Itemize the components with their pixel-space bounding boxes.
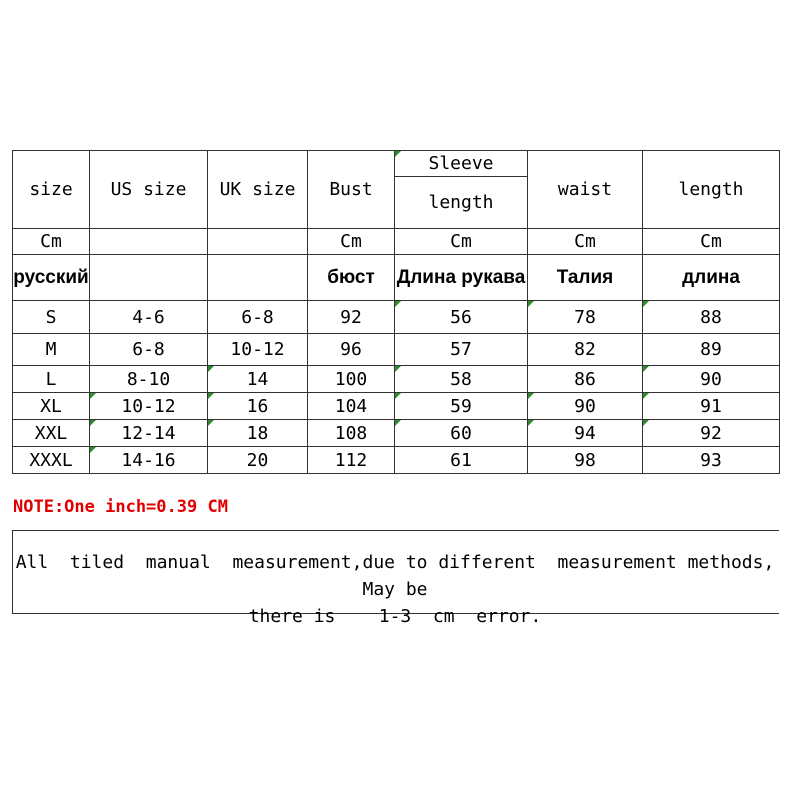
cell-waist: 98 [528,447,643,474]
cell-length: 92 [643,420,780,447]
russian-bust: бюст [308,255,395,301]
cell-bust: 104 [308,393,395,420]
unit-waist: Cm [528,229,643,255]
unit-size: Cm [13,229,90,255]
russian-uk-empty [208,255,308,301]
divider [12,530,779,531]
unit-us-empty [90,229,208,255]
russian-sleeve: Длина рукава [395,255,528,301]
unit-uk-empty [208,229,308,255]
cell-us: 6-8 [90,334,208,366]
cell-waist: 78 [528,301,643,334]
note-text: NOTE:One inch=0.39 CM [13,497,228,517]
table-row [13,301,780,334]
header-waist: waist [528,151,643,229]
header-sleeve-line1: Sleeve [395,151,528,177]
cell-size: XXL [13,420,90,447]
cell-bust: 96 [308,334,395,366]
header-uk-size: UK size [208,151,308,229]
cell-waist: 86 [528,366,643,393]
cell-waist: 90 [528,393,643,420]
cell-size: L [13,366,90,393]
cell-uk: 14 [208,366,308,393]
cell-sleeve: 59 [395,393,528,420]
cell-uk: 10-12 [208,334,308,366]
cell-us: 8-10 [90,366,208,393]
cell-sleeve: 56 [395,301,528,334]
cell-size: S [13,301,90,334]
cell-sleeve: 57 [395,334,528,366]
cell-sleeve: 61 [395,447,528,474]
table-row [13,420,780,447]
russian-row [13,255,780,301]
cell-uk: 18 [208,420,308,447]
cell-us: 10-12 [90,393,208,420]
cell-length: 89 [643,334,780,366]
table-row [13,334,780,366]
russian-us-empty [90,255,208,301]
header-length: length [643,151,780,229]
cell-uk: 20 [208,447,308,474]
header-size: size [13,151,90,229]
cell-bust: 100 [308,366,395,393]
cell-waist: 82 [528,334,643,366]
size-chart-table [12,150,780,474]
cell-us: 14-16 [90,447,208,474]
cell-us: 12-14 [90,420,208,447]
russian-size: русский [13,255,90,301]
cell-size: XXXL [13,447,90,474]
cell-waist: 94 [528,420,643,447]
cell-bust: 112 [308,447,395,474]
table-row [13,447,780,474]
cell-us: 4-6 [90,301,208,334]
russian-waist: Талия [528,255,643,301]
unit-length: Cm [643,229,780,255]
divider [12,530,13,613]
table-row [13,366,780,393]
cell-sleeve: 58 [395,366,528,393]
russian-length: длина [643,255,780,301]
cell-length: 91 [643,393,780,420]
header-bust: Bust [308,151,395,229]
cell-sleeve: 60 [395,420,528,447]
cell-uk: 16 [208,393,308,420]
disclaimer-text: All tiled manual measurement,due to different measurement methods, May be there is 1-3 cm error. [15,552,775,627]
unit-row [13,229,780,255]
cell-bust: 92 [308,301,395,334]
cell-length: 88 [643,301,780,334]
table-row [13,393,780,420]
cell-length: 90 [643,366,780,393]
cell-length: 93 [643,447,780,474]
cell-uk: 6-8 [208,301,308,334]
cell-size: XL [13,393,90,420]
header-us-size: US size [90,151,208,229]
unit-bust: Cm [308,229,395,255]
header-sleeve-line2: length [395,177,528,229]
cell-size: M [13,334,90,366]
cell-bust: 108 [308,420,395,447]
header-row [13,151,780,177]
unit-sleeve: Cm [395,229,528,255]
